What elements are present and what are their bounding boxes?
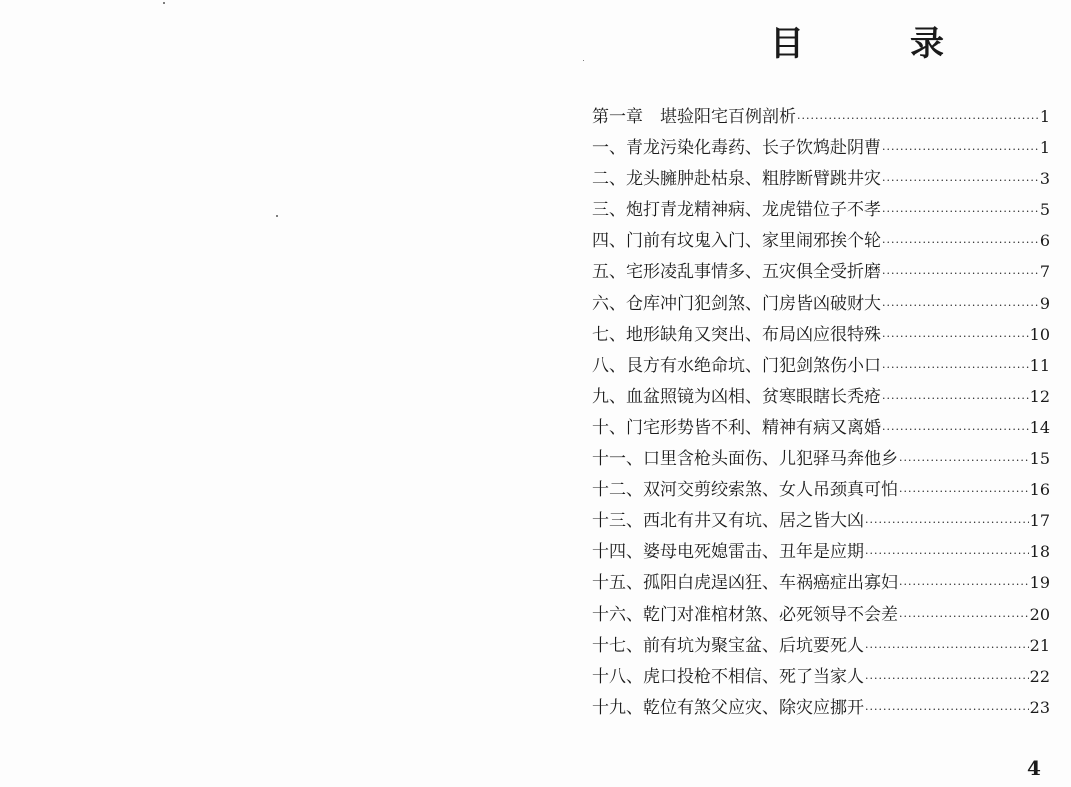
toc-entry-page: 14	[1029, 417, 1050, 437]
dot-leader	[882, 258, 1039, 289]
toc-entry-page: 6	[1039, 231, 1050, 251]
toc-entry[interactable]	[592, 225, 1050, 256]
toc-entry-page: 21	[1029, 635, 1050, 655]
toc-entry-page: 17	[1029, 511, 1050, 531]
toc-entry-page: 15	[1029, 449, 1050, 469]
toc-entry-page: 7	[1039, 262, 1050, 282]
toc-entry-page: 9	[1039, 293, 1050, 313]
toc-entry[interactable]	[592, 412, 1050, 443]
dot-leader	[899, 569, 1029, 600]
toc-entry-title: 十九、乾位有煞父应灾、除灾应挪开	[592, 697, 864, 718]
toc-entry[interactable]	[592, 599, 1050, 630]
dot-leader	[882, 134, 1039, 165]
scan-speck	[276, 215, 278, 217]
toc-entry-title: 十四、婆母电死媳雷击、丑年是应期	[592, 542, 864, 563]
dot-leader	[865, 632, 1029, 663]
toc-entry-title: 十七、前有坑为聚宝盆、后坑要死人	[592, 635, 864, 656]
dot-leader	[882, 383, 1029, 414]
toc-entry[interactable]	[592, 661, 1050, 692]
toc-entry[interactable]	[592, 692, 1050, 723]
toc-entry-title: 十二、双河交剪绞索煞、女人吊颈真可怕	[592, 480, 898, 501]
page-number: 4	[1027, 756, 1041, 780]
dot-leader	[865, 663, 1029, 694]
dot-leader	[899, 445, 1029, 476]
toc-entry[interactable]	[592, 630, 1050, 661]
toc-entry-title: 五、宅形凌乱事情多、五灾俱全受折磨	[592, 262, 881, 283]
page-title: 目 录	[770, 24, 980, 64]
toc-entry[interactable]	[592, 101, 1050, 132]
toc-entry-title: 十一、口里含枪头面伤、儿犯驿马奔他乡	[592, 449, 898, 470]
toc-entry-page: 22	[1029, 666, 1050, 686]
dot-leader	[882, 352, 1029, 383]
toc-entry-title: 四、门前有坟鬼入门、家里闹邪挨个轮	[592, 231, 881, 252]
toc-entry[interactable]	[592, 443, 1050, 474]
toc-entry-title: 三、炮打青龙精神病、龙虎错位子不孝	[592, 200, 881, 221]
toc-entry-title: 六、仓库冲门犯剑煞、门房皆凶破财大	[592, 293, 881, 314]
toc-entry-page: 10	[1029, 324, 1050, 344]
toc-entry[interactable]	[592, 288, 1050, 319]
toc-entry[interactable]	[592, 132, 1050, 163]
toc-entry[interactable]	[592, 474, 1050, 505]
toc-entry[interactable]	[592, 256, 1050, 287]
toc-entry-page: 3	[1039, 169, 1050, 189]
table-of-contents	[592, 101, 1050, 723]
toc-entry-title: 第一章 堪验阳宅百例剖析	[592, 107, 796, 127]
toc-entry-page: 20	[1029, 604, 1050, 624]
dot-leader	[882, 321, 1029, 352]
toc-entry[interactable]	[592, 505, 1050, 536]
scan-speck	[583, 60, 584, 61]
toc-entry-page: 16	[1029, 480, 1050, 500]
toc-entry[interactable]	[592, 163, 1050, 194]
toc-entry[interactable]	[592, 350, 1050, 381]
dot-leader	[882, 196, 1039, 227]
toc-entry[interactable]	[592, 194, 1050, 225]
toc-entry-title: 十八、虎口投枪不相信、死了当家人	[592, 666, 864, 687]
toc-entry-page: 12	[1029, 386, 1050, 406]
toc-entry-page: 1	[1039, 138, 1050, 158]
dot-leader	[865, 507, 1029, 538]
dot-leader	[882, 227, 1039, 258]
toc-entry[interactable]	[592, 319, 1050, 350]
toc-entry-title: 一、青龙污染化毒药、长子饮鸩赴阴曹	[592, 138, 881, 159]
dot-leader	[797, 103, 1039, 134]
toc-entry[interactable]	[592, 567, 1050, 598]
scan-speck	[163, 2, 165, 4]
dot-leader	[865, 538, 1029, 569]
dot-leader	[899, 601, 1029, 632]
toc-entry-title: 二、龙头臃肿赴枯泉、粗脖断臂跳井灾	[592, 169, 881, 190]
toc-entry-page: 23	[1029, 697, 1050, 717]
toc-entry-title: 十六、乾门对准棺材煞、必死领导不会差	[592, 604, 898, 625]
toc-entry-page: 1	[1039, 107, 1050, 126]
toc-entry-page: 18	[1029, 542, 1050, 562]
dot-leader	[882, 290, 1039, 321]
toc-entry[interactable]	[592, 536, 1050, 567]
toc-entry-title: 八、艮方有水绝命坑、门犯剑煞伤小口	[592, 355, 881, 376]
toc-entry-page: 5	[1039, 200, 1050, 220]
toc-entry-title: 七、地形缺角又突出、布局凶应很特殊	[592, 324, 881, 345]
dot-leader	[882, 165, 1039, 196]
dot-leader	[899, 476, 1029, 507]
toc-entry-page: 11	[1029, 355, 1050, 375]
dot-leader	[882, 414, 1029, 445]
toc-entry[interactable]	[592, 381, 1050, 412]
toc-entry-title: 十三、西北有井又有坑、居之皆大凶	[592, 511, 864, 532]
toc-entry-title: 十、门宅形势皆不利、精神有病又离婚	[592, 417, 881, 438]
toc-entry-page: 19	[1029, 573, 1050, 593]
toc-entry-title: 十五、孤阳白虎逞凶狂、车祸癌症出寡妇	[592, 573, 898, 594]
toc-entry-title: 九、血盆照镜为凶相、贫寒眼瞎长秃疮	[592, 386, 881, 407]
dot-leader	[865, 694, 1029, 725]
